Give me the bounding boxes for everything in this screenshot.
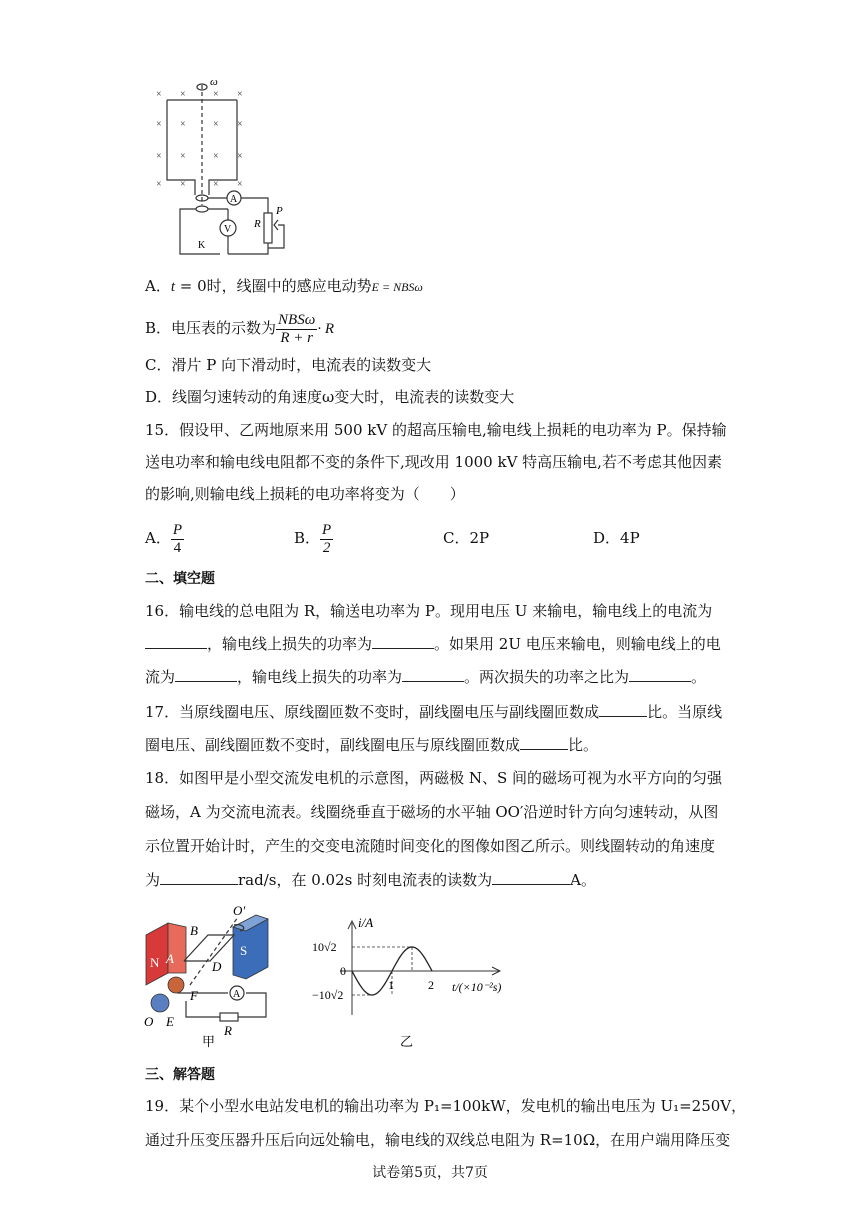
- switch-label: K: [198, 240, 206, 251]
- q15-line-2: 送电功率和输电线电阻都不变的条件下,现改用 1000 kV 特高压输电,若不考虑其他因素: [145, 453, 722, 471]
- svg-text:×: ×: [237, 151, 243, 162]
- label-f: F: [190, 988, 198, 1003]
- q15-option-c: C．2P: [443, 529, 490, 547]
- page-footer: 试卷第5页，共7页: [372, 1165, 488, 1181]
- q19-line-2: 通过升压变压器升压后向远处输电，输电线的双线总电阻为 R=10Ω，在用户端用降压变: [145, 1131, 731, 1149]
- q16-line-2: ，输电线上损失的功率为 。如果用 2U 电压来输电，则输电线上的电: [145, 634, 721, 654]
- voltmeter-label: V: [224, 224, 232, 235]
- generator-figure: [138, 905, 288, 1050]
- q14-option-c: C．滑片 P 向下滑动时，电流表的读数变大: [145, 356, 432, 374]
- q17-blank-1[interactable]: [599, 702, 647, 717]
- svg-text:×: ×: [213, 89, 219, 100]
- q15-option-a: A． $\frac{P}{4}$: [145, 521, 183, 556]
- section-3-heading: 三、解答题: [145, 1067, 215, 1083]
- y-tick-label: −10√2: [312, 988, 344, 1002]
- slider-label: P: [276, 205, 283, 217]
- svg-text:×: ×: [180, 151, 186, 162]
- label-o: O: [144, 1014, 154, 1029]
- current-time-graph: [300, 905, 520, 1050]
- q16-blank-5[interactable]: [629, 667, 691, 682]
- q17-line-1: 17．当原线圈电压、原线圈匝数不变时，副线圈电压与副线圈匝数成 比。当原线: [145, 703, 723, 721]
- label-n: N: [150, 955, 160, 970]
- svg-text:×: ×: [213, 151, 219, 162]
- label-e: E: [166, 1014, 174, 1029]
- q19-line-1: 19．某个小型水电站发电机的输出功率为 P₁=100kW，发电机的输出电压为 U₁=250V，: [145, 1097, 747, 1115]
- svg-text:×: ×: [156, 119, 162, 130]
- caption-yi: 乙: [400, 1034, 414, 1049]
- label-s: S: [240, 943, 248, 958]
- q17-blank-2[interactable]: [520, 735, 568, 750]
- x-tick-label: 1: [388, 978, 394, 992]
- label-b: B: [190, 923, 198, 938]
- q16-line-3: 流为 ，输电线上损失的功率为 。两次损失的功率之比为 。: [145, 668, 707, 686]
- svg-text:×: ×: [156, 89, 162, 100]
- q18-line-4: 为 rad/s，在 0.02s 时刻电流表的读数为 A。: [145, 871, 596, 889]
- q18-line-3: 示位置开始计时，产生的交变电流随时间变化的图像如图乙所示。则线圈转动的角速度: [145, 837, 716, 855]
- y-tick-label: 0: [340, 964, 346, 978]
- x-tick-label: 2: [428, 978, 434, 992]
- q15-line-1: 15．假设甲、乙两地原来用 500 kV 的超高压输电,输电线上损耗的电功率为 P。保持输: [145, 421, 727, 439]
- y-axis-label: i/A: [358, 915, 374, 930]
- svg-text:×: ×: [180, 179, 186, 190]
- svg-text:×: ×: [213, 119, 219, 130]
- svg-text:×: ×: [237, 119, 243, 130]
- q15-line-3: 的影响,则输电线上损耗的电功率将变为（ ）: [145, 485, 465, 503]
- omega-label: ω: [210, 76, 218, 88]
- svg-text:×: ×: [213, 179, 219, 190]
- q16-line-1: 16．输电线的总电阻为 R，输送电功率为 P。现用电压 U 来输电，输电线上的电流为: [145, 602, 713, 620]
- q18-line-1: 18．如图甲是小型交流发电机的示意图，两磁极 N、S 间的磁场可视为水平方向的匀强: [145, 769, 723, 787]
- q16-blank-4[interactable]: [402, 667, 464, 682]
- resistor-label: R: [254, 218, 261, 230]
- label-a-coil: A: [166, 951, 174, 966]
- caption-jia: 甲: [202, 1034, 216, 1049]
- label-ammeter: A: [233, 989, 241, 1000]
- q18-blank-2[interactable]: [492, 870, 570, 885]
- svg-text:×: ×: [180, 89, 186, 100]
- svg-text:×: ×: [156, 151, 162, 162]
- svg-text:×: ×: [237, 89, 243, 100]
- q15-option-d: D．4P: [593, 529, 640, 547]
- y-tick-label: 10√2: [312, 940, 337, 954]
- ammeter-label: A: [230, 194, 238, 205]
- x-axis-label: t/(×10⁻²s): [452, 980, 502, 994]
- q14-option-b: B．电压表的示数为 $\frac{\text{NBSω}}{R + r}$ · R: [145, 311, 334, 346]
- label-r: R: [224, 1023, 232, 1038]
- q15-option-b: B． $\frac{P}{2}$: [294, 521, 332, 556]
- q18-blank-1[interactable]: [160, 870, 238, 885]
- q14-b-fraction: $\frac{\text{NBSω}}{R + r}$: [278, 311, 316, 346]
- q14-option-d: D．线圈匀速转动的角速度ω变大时，电流表的读数变大: [145, 388, 515, 406]
- q14-option-a: A．t = 0时，线圈中的感应电动势E = NBSω: [145, 277, 423, 295]
- svg-text:×: ×: [156, 179, 162, 190]
- q17-line-2: 圈电压、副线圈匝数不变时，副线圈电压与原线圈匝数成 比。: [145, 736, 599, 754]
- svg-text:×: ×: [237, 179, 243, 190]
- q18-line-2: 磁场，A 为交流电流表。线圈绕垂直于磁场的水平轴 OO′沿逆时针方向匀速转动，从图: [145, 803, 719, 821]
- label-d: D: [212, 959, 222, 974]
- label-o-prime: O′: [233, 905, 246, 918]
- svg-text:×: ×: [180, 119, 186, 130]
- q16-blank-1[interactable]: [145, 634, 207, 649]
- q16-blank-3[interactable]: [175, 667, 237, 682]
- section-2-heading: 二、填空题: [145, 571, 215, 587]
- q16-blank-2[interactable]: [372, 634, 434, 649]
- circuit-figure: [150, 70, 300, 260]
